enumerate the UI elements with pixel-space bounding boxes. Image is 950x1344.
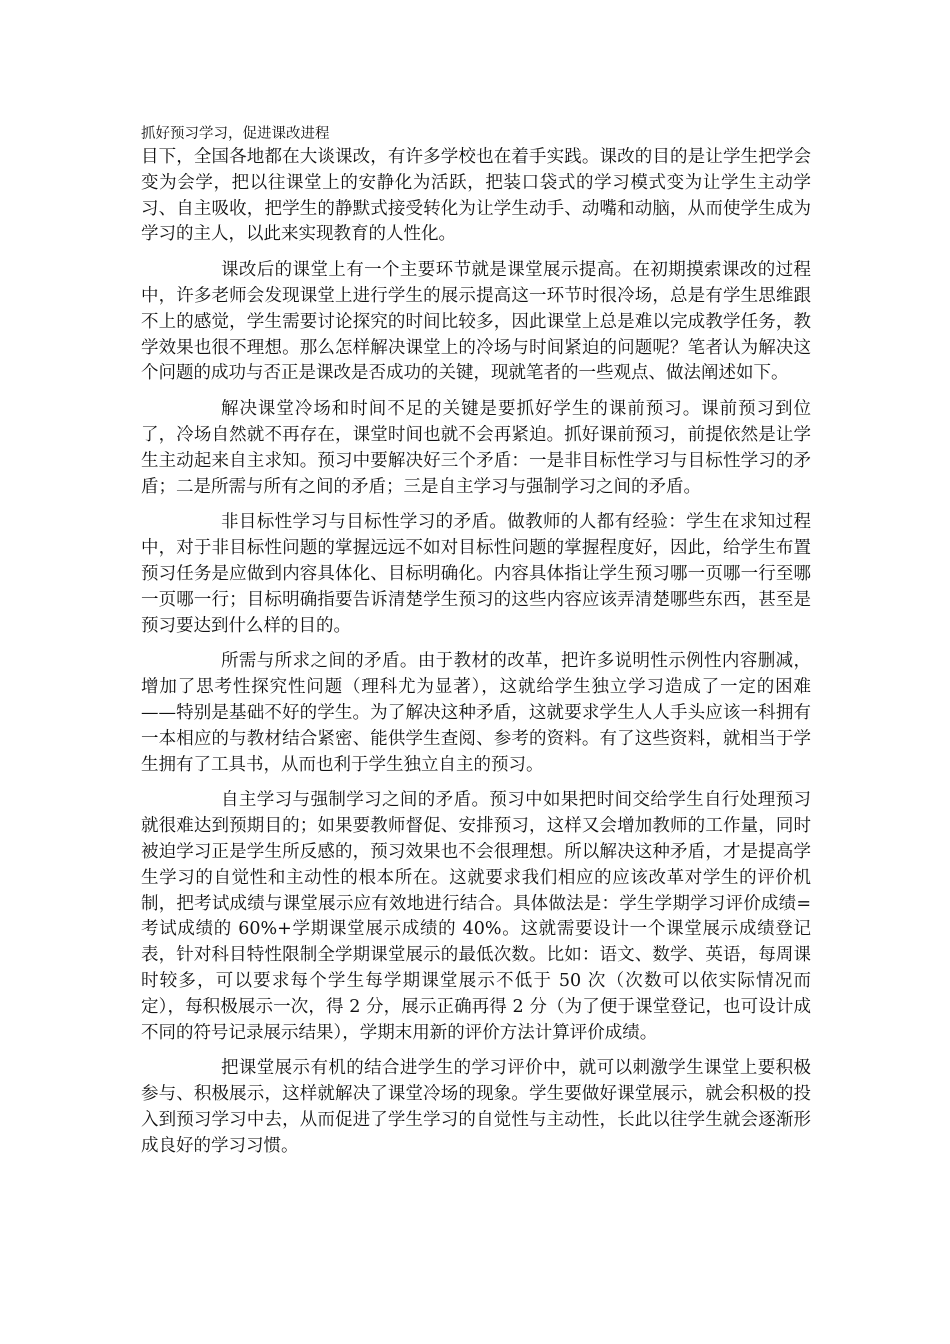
- document-body: [141, 124, 811, 1159]
- paragraph-intro: 目下，全国各地都在大谈课改，有许多学校也在着手实践。课改的目的是让学生把学会变为会学，把以往课堂上的安静化为活跃，把装口袋式的学习模式变为让学生主动学习、自主吸收，把学生的静默式接受转化为让学生动手、动嘴和动脑，从而使学生成为学习的主人，以此来实现教育的人性化。: [141, 147, 811, 245]
- paragraph-preview-key: 解决课堂冷场和时间不足的关键是要抓好学生的课前预习。课前预习到位了，冷场自然就不再存在，课堂时间也就不会再紧迫。抓好课前预习，前提依然是让学生主动起来自主求知。预习中要解决好三个矛盾：一是非目标性学习与目标性学习的矛盾；二是所需与所有之间的矛盾；三是自主学习与强制学习之间的矛盾。: [141, 399, 811, 497]
- paragraph-classroom-display: 课改后的课堂上有一个主要环节就是课堂展示提高。在初期摸索课改的过程中，许多老师会发现课堂上进行学生的展示提高这一环节时很冷场，总是有学生思维跟不上的感觉，学生需要讨论探究的时间比较多，因此课堂上总是难以完成教学任务，教学效果也很不理想。那么怎样解决课堂上的冷场与时间紧迫的问题呢？笔者认为解决这个问题的成功与否正是课改是否成功的关键，现就笔者的一些观点、做法阐述如下。: [141, 260, 811, 384]
- paragraph-conclusion: 把课堂展示有机的结合进学生的学习评价中，就可以刺激学生课堂上要积极参与、积极展示，这样就解决了课堂冷场的现象。学生要做好课堂展示，就会积极的投入到预习学习中去，从而促进了学生学习的自觉性与主动性，长此以往学生就会逐渐形成良好的学习习惯。: [141, 1058, 811, 1156]
- paragraph-needs-resources: 所需与所求之间的矛盾。由于教材的改革，把许多说明性示例性内容删减，增加了思考性探究性问题（理科尤为显著），这就给学生独立学习造成了一定的困难——特别是基础不好的学生。为了解决这种矛盾，这就要求学生人人手头应该一科拥有一本相应的与教材结合紧密、能供学生查阅、参考的资料。有了这些资料，就相当于学生拥有了工具书，从而也利于学生独立自主的预习。: [141, 651, 811, 775]
- paragraph-self-vs-forced: 自主学习与强制学习之间的矛盾。预习中如果把时间交给学生自行处理预习就很难达到预期目的；如果要教师督促、安排预习，这样又会增加教师的工作量，同时被迫学习正是学生所反感的，预习效果也不会很理想。所以解决这种矛盾，才是提高学生学习的自觉性和主动性的根本所在。这就要求我们相应的应该改革对学生的评价机制，把考试成绩与课堂展示应有效地进行结合。具体做法是：学生学期学习评价成绩=考试成绩的 60%+学期课堂展示成绩的 40%。这就需要设计一个课堂展示成绩登记表，针对科目特性限制全学期课堂展示的最低次数。比如：语文、数学、英语，每周课时较多，可以要求每个学生每学期课堂展示不低于 50 次（次数可以依实际情况而定），每积极展示一次，得 2 分，展示正确再得 2 分（为了便于课堂登记，也可设计成不同的符号记录展示结果），学期末用新的评价方法计算评价成绩。: [141, 790, 811, 1043]
- document-title: 抓好预习学习，促进课改进程: [141, 126, 330, 142]
- paragraph-target-learning: 非目标性学习与目标性学习的矛盾。做教师的人都有经验：学生在求知过程中，对于非目标性问题的掌握远远不如对目标性问题的掌握程度好，因此，给学生布置预习任务是应做到内容具体化、目标明确化。内容具体指让学生预习哪一页哪一行至哪一页哪一行；目标明确指要告诉清楚学生预习的这些内容应该弄清楚哪些东西，甚至是预习要达到什么样的目的。: [141, 512, 811, 636]
